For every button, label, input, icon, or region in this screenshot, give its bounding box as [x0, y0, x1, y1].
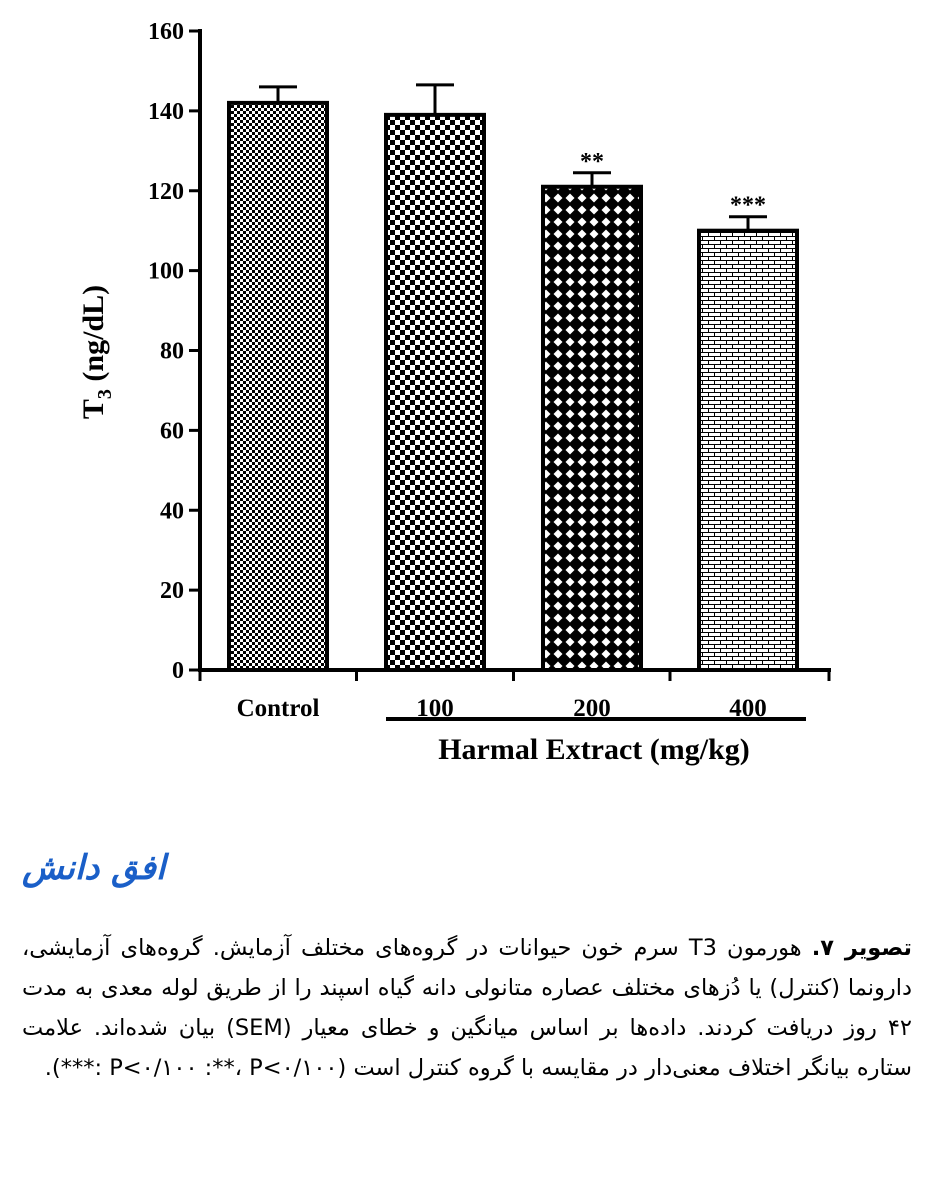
caption-label: تصویر ۷.: [811, 935, 912, 961]
category-label-100: 100: [416, 695, 454, 722]
category-label-200: 200: [573, 695, 611, 722]
y-tick-label: 80: [160, 338, 184, 365]
significance-label-200: **: [580, 148, 604, 175]
caption-text: هورمون T3 سرم خون حیوانات در گروه‌های مختلف آزمایش. گروه‌های آزمایشی، دارونما (کنترل) یا دُزهای مختلف عصاره متانولی دانه گیاه اسپند را از طریق لوله معدی به مدت ۴۲ روز دریافت کردند. داده‌ها بر اساس میانگین و خطای معیار (SEM) بیان شده‌اند. علامت ستاره بیانگر اختلاف معنی‌دار در مقایسه با گروه کنترل است (P<۰/۱۰۰ :**، P<۰/۱۰۰ :***).: [22, 935, 912, 1081]
y-axis-title: $T_3$ (ng/dL): [77, 284, 116, 420]
bar-control: [229, 103, 327, 670]
y-tick-label: 20: [160, 578, 184, 605]
journal-logo: افق دانش: [22, 848, 166, 888]
x-axis-title: Harmal Extract (mg/kg): [438, 733, 750, 766]
significance-label-400: ***: [730, 192, 766, 219]
y-tick-label: 120: [148, 178, 184, 205]
y-tick-label: 40: [160, 498, 184, 525]
y-tick-label: 160: [148, 19, 184, 45]
y-tick-label: 100: [148, 258, 184, 285]
figure-caption: [22, 928, 912, 1088]
y-tick-label: 140: [148, 98, 184, 125]
category-label-control: Control: [236, 695, 320, 722]
y-tick-label: 60: [160, 418, 184, 445]
bar-100: [386, 115, 484, 670]
y-tick-label: 0: [172, 658, 184, 684]
bar-200: [543, 187, 641, 670]
bar-400: [699, 231, 797, 670]
category-label-400: 400: [729, 695, 767, 722]
